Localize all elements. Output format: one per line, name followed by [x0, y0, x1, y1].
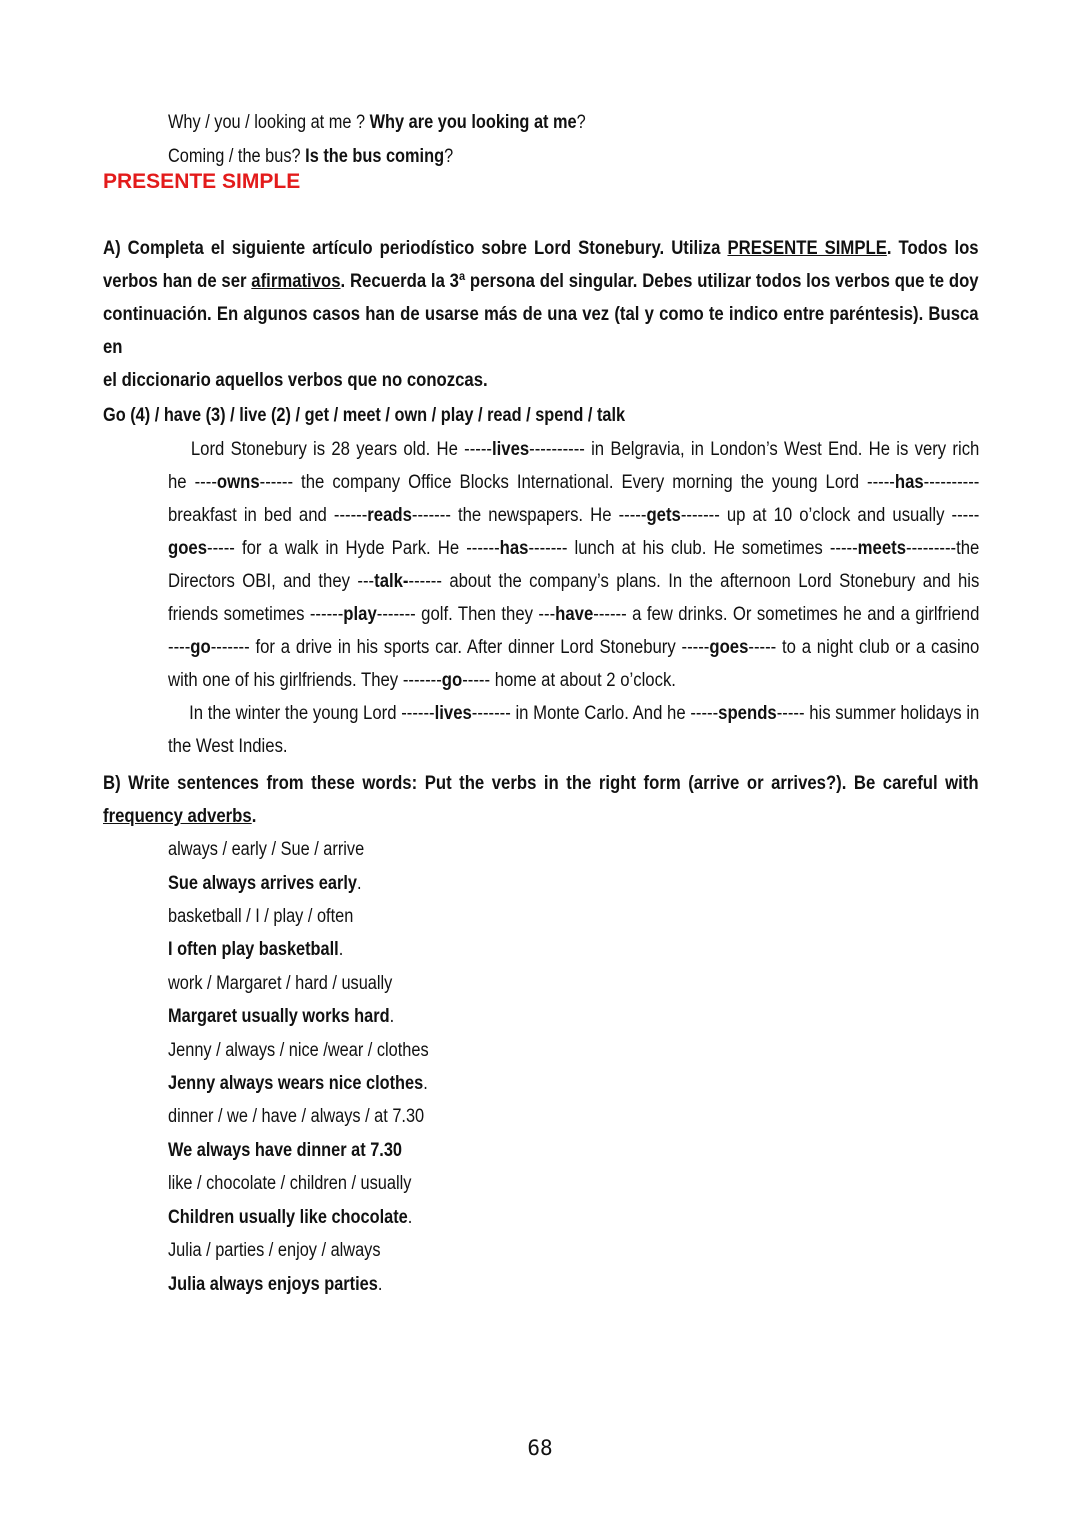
intro-answer-1: Why are you looking at me: [369, 112, 577, 133]
s9v2: spends: [718, 703, 777, 724]
exb-answer-7-text: Julia always enjoys parties: [168, 1274, 378, 1295]
exb-line-1: B) Write sentences from these words: Put the verbs in the right form (arrive or arrives?). Be careful with: [103, 773, 979, 794]
s4c: ---------the: [906, 538, 980, 559]
exb-l2-end: .: [251, 806, 257, 827]
s7v1: go: [190, 637, 211, 658]
exb-answer-3-text: Margaret usually works hard: [168, 1006, 390, 1027]
section-heading: PRESENTE SIMPLE: [103, 170, 301, 193]
exercise-b-instructions: [103, 767, 979, 833]
s6c: ------ a few drinks. Or sometimes he and a girlfriend: [593, 604, 980, 625]
exb-answer-1-end: .: [356, 873, 362, 894]
s6v2: have: [555, 604, 594, 625]
s3b: ------- the newspapers. He -----: [411, 505, 647, 526]
s6a: friends sometimes ------: [168, 604, 344, 625]
s7a: ----: [168, 637, 191, 658]
verb-list: [103, 404, 710, 428]
s4b: ------- lunch at his club. He sometimes -----: [528, 538, 858, 559]
intro-line-1: [168, 111, 654, 135]
exb-prompt-4: [168, 1039, 471, 1063]
s9c: ----- his summer holidays in: [776, 703, 980, 724]
story-line-10: the West Indies.: [168, 736, 288, 757]
exa-underline-1: PRESENTE SIMPLE: [727, 238, 887, 259]
exb-prompt-3: [168, 972, 429, 996]
s1b: ---------- in Belgravia, in London’s West End. He is very rich: [529, 439, 980, 460]
exa-l2-end: . Recuerda la 3ª persona del singular. Debes utilizar todos los verbos que te doy: [340, 271, 979, 292]
exb-answer-3-end: .: [389, 1006, 395, 1027]
exb-prompt-7: [168, 1239, 415, 1263]
intro-line-2: [168, 145, 500, 169]
exb-line-2: [103, 800, 979, 833]
exb-prompt-1: [168, 838, 396, 862]
story-paragraph: [168, 433, 979, 763]
s2v2: has: [894, 472, 924, 493]
exb-answer-4-text: Jenny always wears nice clothes: [168, 1073, 424, 1094]
exb-answer-5: [168, 1139, 440, 1163]
exb-answer-4-end: .: [423, 1073, 428, 1094]
exa-l2-text: verbos han de ser: [103, 271, 252, 292]
story-line-3: [168, 499, 979, 532]
story-line-5: [168, 565, 979, 598]
s5a: Directors OBI, and they ---: [168, 571, 375, 592]
s3v2: gets: [646, 505, 681, 526]
story-line-8: [168, 664, 979, 697]
story-line-1: [168, 433, 979, 466]
s7c: ----- to a night club or a casino: [748, 637, 980, 658]
s2v1: owns: [216, 472, 260, 493]
s1a: Lord Stonebury is 28 years old. He -----: [190, 439, 492, 460]
s4v1: goes: [168, 538, 208, 559]
s5b: ------ about the company’s plans. In the afternoon Lord Stonebury and his: [408, 571, 980, 592]
verb-list-text: Go (4) / have (3) / live (2) / get / meet / own / play / read / spend / talk: [103, 405, 626, 426]
exb-answer-5-text: We always have dinner at 7.30: [168, 1140, 403, 1161]
exb-prompt-1-text: always / early / Sue / arrive: [168, 839, 365, 860]
intro-answer-2: Is the bus coming: [305, 146, 445, 167]
exb-prompt-2-text: basketball / I / play / often: [168, 906, 354, 927]
exb-answer-4: [168, 1072, 470, 1096]
s4v2: has: [499, 538, 529, 559]
s2a: he ----: [168, 472, 217, 493]
s9v1: lives: [434, 703, 472, 724]
s3v1: reads: [367, 505, 412, 526]
exb-answer-6-text: Children usually like chocolate: [168, 1207, 408, 1228]
intro-end-1: ?: [576, 112, 586, 133]
exercise-a-instructions: [103, 232, 979, 397]
s7b: ------- for a drive in his sports car. After dinner Lord Stonebury -----: [210, 637, 710, 658]
exa-line-1: [103, 232, 979, 265]
exb-answer-2-end: .: [338, 939, 344, 960]
exb-answer-7-end: .: [377, 1274, 383, 1295]
exb-answer-6: [168, 1206, 452, 1230]
s2b: ------ the company Office Blocks International. Every morning the young Lord -----: [259, 472, 895, 493]
story-line-4: [168, 532, 979, 565]
s4v3: meets: [857, 538, 907, 559]
s6b: ------- golf. Then they ---: [376, 604, 556, 625]
s8v: go: [441, 670, 463, 691]
story-line-2: [168, 466, 979, 499]
exb-underline: frequency adverbs: [103, 806, 252, 827]
exb-prompt-5-text: dinner / we / have / always / at 7.30: [168, 1106, 425, 1127]
intro-end-2: ?: [444, 146, 454, 167]
exb-prompt-6: [168, 1172, 451, 1196]
s2c: ----------: [923, 472, 980, 493]
exa-underline-2: afirmativos: [251, 271, 341, 292]
exb-answer-6-end: .: [407, 1207, 413, 1228]
exb-prompt-6-text: like / chocolate / children / usually: [168, 1173, 412, 1194]
intro-prompt-2: Coming / the bus?: [168, 146, 306, 167]
exa-line-5: el diccionario aquellos verbos que no conozcas.: [103, 370, 488, 391]
s3c: ------- up at 10 o’clock and usually -----: [680, 505, 980, 526]
exb-answer-2: [168, 938, 372, 962]
exa-line-4: en: [103, 337, 123, 358]
exb-prompt-3-text: work / Margaret / hard / usually: [168, 973, 393, 994]
exb-answer-1-text: Sue always arrives early: [168, 873, 357, 894]
story-line-7: [168, 631, 979, 664]
exa-l1-end: . Todos los: [886, 238, 979, 259]
exa-l1-text: A) Completa el siguiente artículo periodístico sobre Lord Stonebury. Utiliza: [103, 238, 728, 259]
exb-answer-3: [168, 1005, 431, 1029]
s9b: ------- in Monte Carlo. And he -----: [471, 703, 719, 724]
s4a: ----- for a walk in Hyde Park. He ------: [207, 538, 500, 559]
s3a: breakfast in bed and ------: [168, 505, 368, 526]
exb-answer-7: [168, 1273, 417, 1297]
exa-line-2: [103, 265, 979, 298]
s8b: ----- home at about 2 o’clock.: [462, 670, 676, 691]
s1v: lives: [491, 439, 530, 460]
exb-prompt-5: [168, 1105, 466, 1129]
s5v: talk-: [374, 571, 409, 592]
page-number: 68: [527, 1436, 553, 1460]
exb-prompt-2: [168, 905, 383, 929]
story-line-6: [168, 598, 979, 631]
exa-line-3: continuación. En algunos casos han de usarse más de una vez (tal y como te indico entre paréntesis). Busca: [103, 304, 979, 325]
s6v1: play: [343, 604, 377, 625]
exb-prompt-7-text: Julia / parties / enjoy / always: [168, 1240, 381, 1261]
exb-prompt-4-text: Jenny / always / nice /wear / clothes: [168, 1040, 429, 1061]
s8a: with one of his girlfriends. They -------: [168, 670, 442, 691]
s9a: In the winter the young Lord ------: [189, 703, 435, 724]
exb-answer-2-text: I often play basketball: [168, 939, 339, 960]
s7v2: goes: [709, 637, 749, 658]
story-line-9: [168, 697, 979, 730]
intro-prompt-1: Why / you / looking at me ?: [168, 112, 370, 133]
exb-answer-1: [168, 872, 393, 896]
